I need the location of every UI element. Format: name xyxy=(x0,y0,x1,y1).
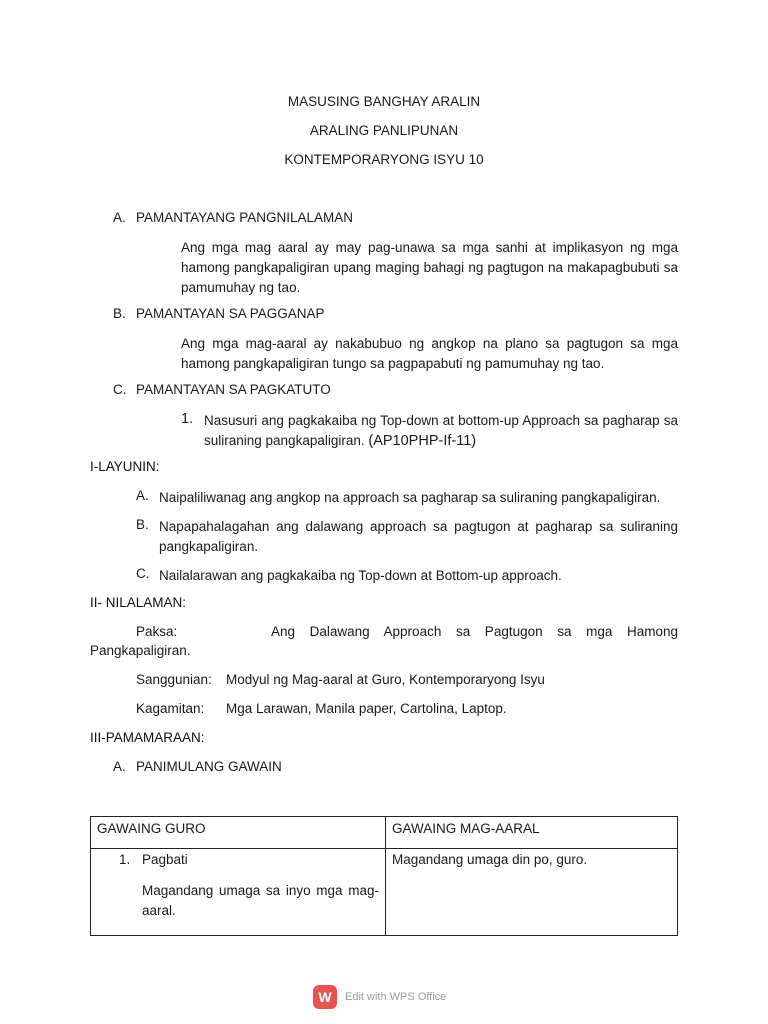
kagamitan-label: Kagamitan: xyxy=(136,701,205,716)
section-c-item-description: Nasusuri ang pagkakaiba ng Top-down at bottom-up Approach sa pagharap sa suliraning pangkapaligiran. xyxy=(204,413,678,448)
paksa-value: Ang Dalawang Approach sa Pagtugon sa mga Hamong xyxy=(271,624,678,639)
layunin-b-marker: B. xyxy=(136,517,149,532)
table-header-mag-aaral: GAWAING MAG-AARAL xyxy=(386,817,678,849)
table-cell-guro xyxy=(91,849,386,936)
row-number: 1. xyxy=(119,852,131,867)
pamamaraan-heading: III-PAMAMARAAN: xyxy=(90,730,205,745)
section-a-marker: A. xyxy=(113,210,126,225)
layunin-c-text: Nailalarawan ang pagkakaiba ng Top-down at Bottom-up approach. xyxy=(159,568,562,583)
section-b-heading: PAMANTAYAN SA PAGGANAP xyxy=(136,306,325,321)
sanggunian-value: Modyul ng Mag-aaral at Guro, Kontemporaryong Isyu xyxy=(226,672,545,687)
table-row xyxy=(91,849,678,936)
table-header-row xyxy=(91,817,678,849)
layunin-a-marker: A. xyxy=(136,488,149,503)
layunin-heading: I-LAYUNIN: xyxy=(90,459,160,474)
paksa-value-continued: Pangkapaligiran. xyxy=(90,643,191,658)
section-a-heading: PAMANTAYANG PANGNILALAMAN xyxy=(136,210,354,225)
paksa-label: Paksa xyxy=(136,624,174,639)
table-cell-mag-aaral: Magandang umaga din po, guro. xyxy=(386,849,678,936)
section-b-text: Ang mga mag-aaral ay nakabubuo ng angkop na plano sa pagtugon sa mga hamong pangkapaligiran tungo sa pagpapabuti ng pamumuhay ng tao. xyxy=(181,336,678,371)
subject-title: ARALING PANLIPUNAN xyxy=(309,123,459,138)
competency-code: (AP10PHP-If-11) xyxy=(368,433,477,449)
layunin-b-text: Napapahalagahan ang dalawang approach sa pagtugon at pagharap sa suliraning pangkapaligiran. xyxy=(159,519,678,554)
pamamaraan-a-heading: PANIMULANG GAWAIN xyxy=(136,759,282,774)
sanggunian-label: Sanggunian: xyxy=(136,672,212,687)
activity-table xyxy=(90,816,678,936)
section-c-marker: C. xyxy=(113,382,127,397)
section-b-marker: B. xyxy=(113,306,126,321)
doc-title: MASUSING BANGHAY ARALIN xyxy=(287,94,481,109)
wps-watermark[interactable] xyxy=(313,985,446,1009)
row-title: Pagbati xyxy=(142,852,188,867)
paksa-colon: : xyxy=(173,624,178,639)
kagamitan-value: Mga Larawan, Manila paper, Cartolina, Laptop. xyxy=(226,701,507,716)
section-a-text: Ang mga mag aaral ay may pag-unawa sa mga sanhi at implikasyon ng mga hamong pangkapaligiran upang maging bahagi ng pagtugon na makapagbubuti sa pamumuhay ng tao. xyxy=(181,240,678,295)
table-header-guro: GAWAING GURO xyxy=(91,817,386,849)
wps-logo-icon: W xyxy=(313,985,337,1009)
nilalaman-heading: II- NILALAMAN: xyxy=(90,595,187,610)
paksa-label-group xyxy=(136,624,177,639)
row-guro-text: Magandang umaga sa inyo mga mag-aaral. xyxy=(142,883,379,918)
wps-watermark-text: Edit with WPS Office xyxy=(345,991,447,1003)
section-c-item-number: 1. xyxy=(181,411,194,427)
layunin-c-marker: C. xyxy=(136,566,150,581)
section-c-heading: PAMANTAYAN SA PAGKATUTO xyxy=(136,382,331,397)
pamamaraan-a-marker: A. xyxy=(113,759,126,774)
layunin-a-text: Naipaliliwanag ang angkop na approach sa pagharap sa suliraning pangkapaligiran. xyxy=(159,490,661,505)
course-title: KONTEMPORARYONG ISYU 10 xyxy=(284,152,484,167)
section-c-item-text xyxy=(204,411,678,451)
